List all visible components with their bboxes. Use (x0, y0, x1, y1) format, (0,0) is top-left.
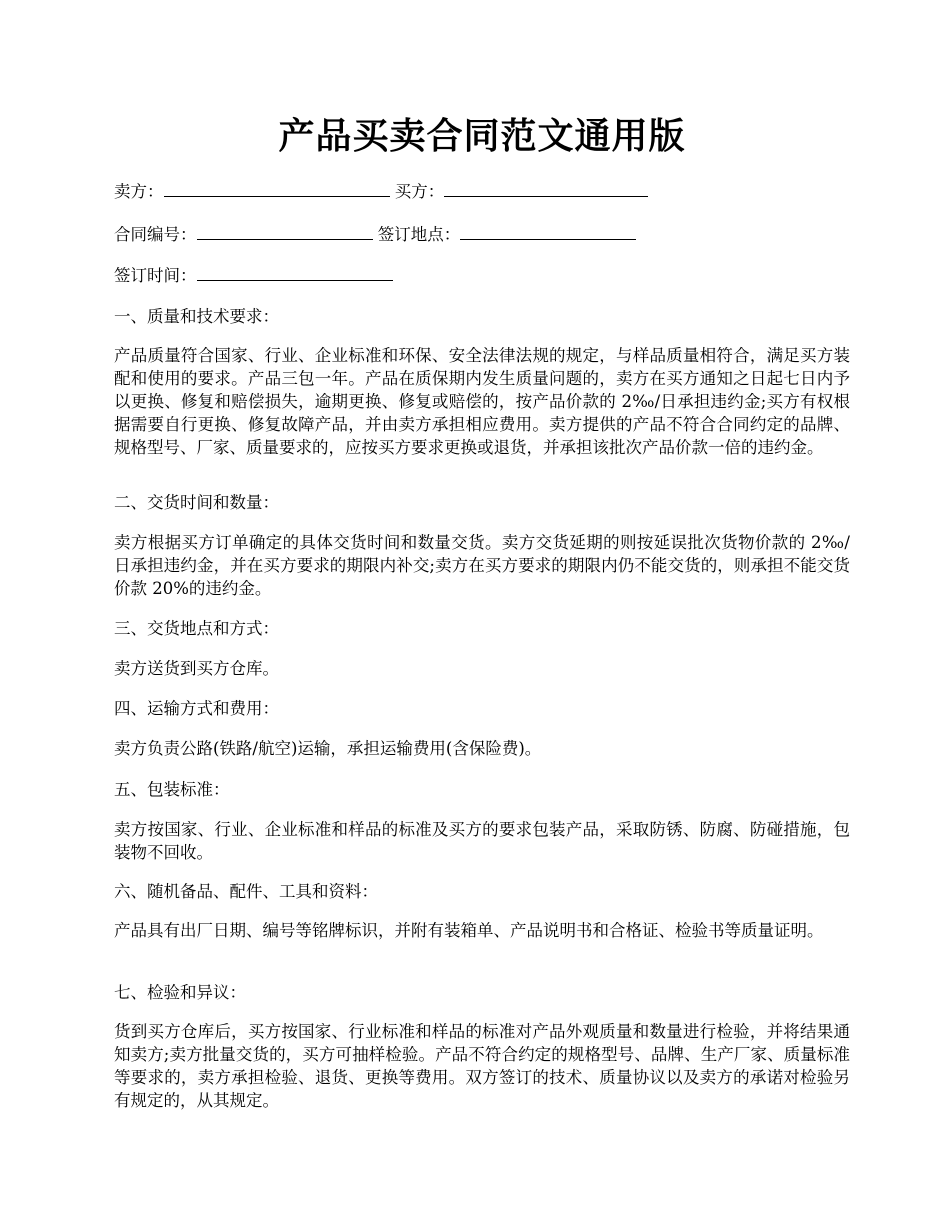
sign-place-label: 签订地点： (377, 225, 461, 244)
section-body: 产品具有出厂日期、编号等铭牌标识，并附有装箱单、产品说明书和合格证、检验书等质量证明。 (114, 921, 824, 940)
section-body: 货到买方仓库后，买方按国家、行业标准和样品的标准对产品外观质量和数量进行检验，并将结果通知卖方;卖方批量交货的，买方可抽样检验。产品不符合约定的规格型号、品牌、生产厂家、质量标准等要求的，卖方承担检验、退货、更换等费用。双方签订的技术、质量协议以及卖方的承诺对检验另有规定的，从其规定。 (114, 1022, 850, 1110)
section-heading: 五、包装标准： (114, 780, 230, 799)
buyer-blank[interactable] (444, 181, 648, 197)
sign-time-line (114, 264, 850, 288)
seller-blank[interactable] (164, 181, 390, 197)
section-body: 卖方按国家、行业、企业标准和样品的标准及买方的要求包装产品，采取防锈、防腐、防碰措施，包装物不回收。 (114, 820, 850, 862)
section-heading: 六、随机备品、配件、工具和资料： (114, 882, 378, 901)
section-body: 卖方负责公路(铁路/航空)运输，承担运输费用(含保险费)。 (114, 739, 542, 758)
section-body: 卖方送货到买方仓库。 (114, 659, 279, 678)
section-heading: 四、运输方式和费用： (114, 699, 279, 718)
contract-line (114, 223, 850, 247)
buyer-label: 买方： (394, 182, 445, 201)
document-title: 产品买卖合同范文通用版 (278, 115, 686, 157)
sign-place-blank[interactable] (460, 224, 636, 240)
contract-no-blank[interactable] (197, 224, 373, 240)
section-heading: 三、交货地点和方式： (114, 619, 279, 638)
seller-label: 卖方： (114, 182, 164, 201)
sign-time-blank[interactable] (197, 265, 393, 281)
section-body: 产品质量符合国家、行业、企业标准和环保、安全法律法规的规定，与样品质量相符合，满足买方装配和使用的要求。产品三包一年。产品在质保期内发生质量问题的，卖方在买方通知之日起七日内予以更换、修复和赔偿损失，逾期更换、修复或赔偿的，按产品价款的 2‰/日承担违约金;买方有权根据需要自行更换、修复故障产品，并由卖方承担相应费用。卖方提供的产品不符合合同约定的品牌、规格型号、厂家、质量要求的，应按买方要求更换或退货，并承担该批次产品价款一倍的违约金。 (114, 346, 850, 457)
contract-no-label: 合同编号： (114, 225, 197, 244)
party-line (114, 180, 850, 204)
section-heading: 一、质量和技术要求： (114, 307, 279, 326)
section-heading: 二、交货时间和数量： (114, 493, 279, 512)
section-heading: 七、检验和异议： (114, 983, 246, 1002)
sign-time-label: 签订时间： (114, 266, 197, 285)
section-body: 卖方根据买方订单确定的具体交货时间和数量交货。卖方交货延期的则按延误批次货物价款的 2‰/日承担违约金，并在买方要求的期限内补交;卖方在买方要求的期限内仍不能交货的，则承担不能交货价款 20%的违约金。 (114, 533, 850, 598)
